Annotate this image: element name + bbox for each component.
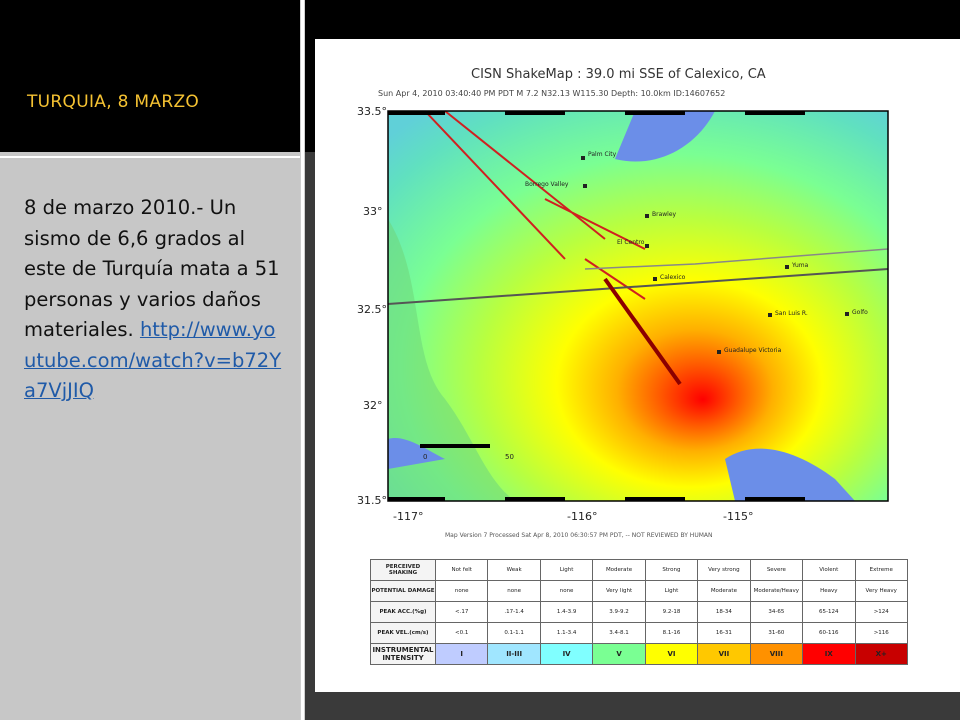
place-label: Yuma <box>792 262 809 269</box>
legend-cell: 34-65 <box>750 602 802 623</box>
legend-cell: <0.1 <box>436 623 488 644</box>
lat-label: 31.5° <box>357 494 387 507</box>
legend-cell: IX <box>803 644 855 665</box>
map-title: CISN ShakeMap : 39.0 mi SSE of Calexico, CA <box>471 67 766 82</box>
legend-cell: Very strong <box>698 560 750 581</box>
version-note: Map Version 7 Processed Sat Apr 8, 2010 06:30:57 PM PDT, -- NOT REVIEWED BY HUMAN <box>445 532 713 539</box>
place-label: Brawley <box>652 211 677 218</box>
legend-cell: Light <box>540 560 592 581</box>
legend-cell: Weak <box>488 560 540 581</box>
lat-label: 32° <box>363 399 383 412</box>
scale-label: 50 <box>505 453 514 461</box>
vertical-divider <box>301 0 304 720</box>
map-subtitle: Sun Apr 4, 2010 03:40:40 PM PDT M 7.2 N32.13 W115.30 Depth: 10.0km ID:14607652 <box>378 89 726 98</box>
legend-cell: 65-124 <box>803 602 855 623</box>
legend-cell: 3.4-8.1 <box>593 623 645 644</box>
legend-cell: VII <box>698 644 750 665</box>
legend-cell: V <box>593 644 645 665</box>
legend-cell: .17-1.4 <box>488 602 540 623</box>
lat-label: 32.5° <box>357 303 387 316</box>
legend-cell: II-III <box>488 644 540 665</box>
legend-row-header: INSTRUMENTAL INTENSITY <box>371 644 436 665</box>
legend-cell: <.17 <box>436 602 488 623</box>
legend-cell: 1.4-3.9 <box>540 602 592 623</box>
legend-cell: 60-116 <box>803 623 855 644</box>
legend-cell: 18-34 <box>698 602 750 623</box>
legend-cell: Very light <box>593 581 645 602</box>
legend-cell: 0.1-1.1 <box>488 623 540 644</box>
legend-cell: Severe <box>750 560 802 581</box>
legend-row-header: PEAK ACC.(%g) <box>371 602 436 623</box>
legend-cell: Extreme <box>855 560 908 581</box>
legend-row-header: PERCEIVED SHAKING <box>371 560 436 581</box>
legend-cell: Moderate/Heavy <box>750 581 802 602</box>
legend-cell: IV <box>540 644 592 665</box>
legend-cell: none <box>436 581 488 602</box>
legend-cell: Light <box>645 581 697 602</box>
legend-cell: 8.1-16 <box>645 623 697 644</box>
slide-body <box>24 193 284 407</box>
legend-cell: none <box>488 581 540 602</box>
legend-cell: Not felt <box>436 560 488 581</box>
legend-cell: VI <box>645 644 697 665</box>
lon-label: -116° <box>567 510 598 523</box>
legend-cell: 16-31 <box>698 623 750 644</box>
place-label: Calexico <box>660 274 686 281</box>
body-paragraph: 8 de marzo 2010.- Un sismo de 6,6 grados al este de Turquía mata a 51 personas y varios daños materiales. <box>24 196 280 341</box>
legend-cell: Very Heavy <box>855 581 908 602</box>
lon-label: -115° <box>723 510 754 523</box>
legend-cell: VIII <box>750 644 802 665</box>
place-label: Palm City <box>588 151 617 158</box>
legend-cell: 31-60 <box>750 623 802 644</box>
legend-cell: Heavy <box>803 581 855 602</box>
title-divider <box>0 156 300 158</box>
place-label: Golfo <box>852 309 868 316</box>
legend-cell: >116 <box>855 623 908 644</box>
legend-row <box>371 602 908 623</box>
legend-cell: 3.9-9.2 <box>593 602 645 623</box>
legend-cell: I <box>436 644 488 665</box>
legend-cell: 9.2-18 <box>645 602 697 623</box>
title-bar <box>0 0 300 152</box>
legend-row <box>371 581 908 602</box>
place-label: Borrego Valley <box>525 181 569 188</box>
legend-row <box>371 644 908 665</box>
place-label: El Centro <box>617 239 645 246</box>
slide-title: TURQUIA, 8 MARZO <box>27 92 200 112</box>
legend-cell: none <box>540 581 592 602</box>
intensity-legend <box>370 559 908 665</box>
place-label: San Luis R. <box>775 310 808 317</box>
shakemap-image <box>315 39 960 692</box>
legend-cell: X+ <box>855 644 908 665</box>
legend-row <box>371 560 908 581</box>
lat-label: 33.5° <box>357 105 387 118</box>
legend-cell: Violent <box>803 560 855 581</box>
place-label: Guadalupe Victoria <box>724 347 782 354</box>
legend-cell: Strong <box>645 560 697 581</box>
legend-row-header: POTENTIAL DAMAGE <box>371 581 436 602</box>
lat-label: 33° <box>363 205 383 218</box>
legend-row <box>371 623 908 644</box>
legend-cell: >124 <box>855 602 908 623</box>
legend-row-header: PEAK VEL.(cm/s) <box>371 623 436 644</box>
youtube-link[interactable]: http://www.youtube.com/watch?v=b72Ya7VjJIQ <box>24 318 282 402</box>
scale-label: 0 <box>423 453 428 461</box>
legend-cell: Moderate <box>593 560 645 581</box>
scale-bar <box>420 444 490 448</box>
legend-cell: Moderate <box>698 581 750 602</box>
lon-label: -117° <box>393 510 424 523</box>
legend-cell: 1.1-3.4 <box>540 623 592 644</box>
